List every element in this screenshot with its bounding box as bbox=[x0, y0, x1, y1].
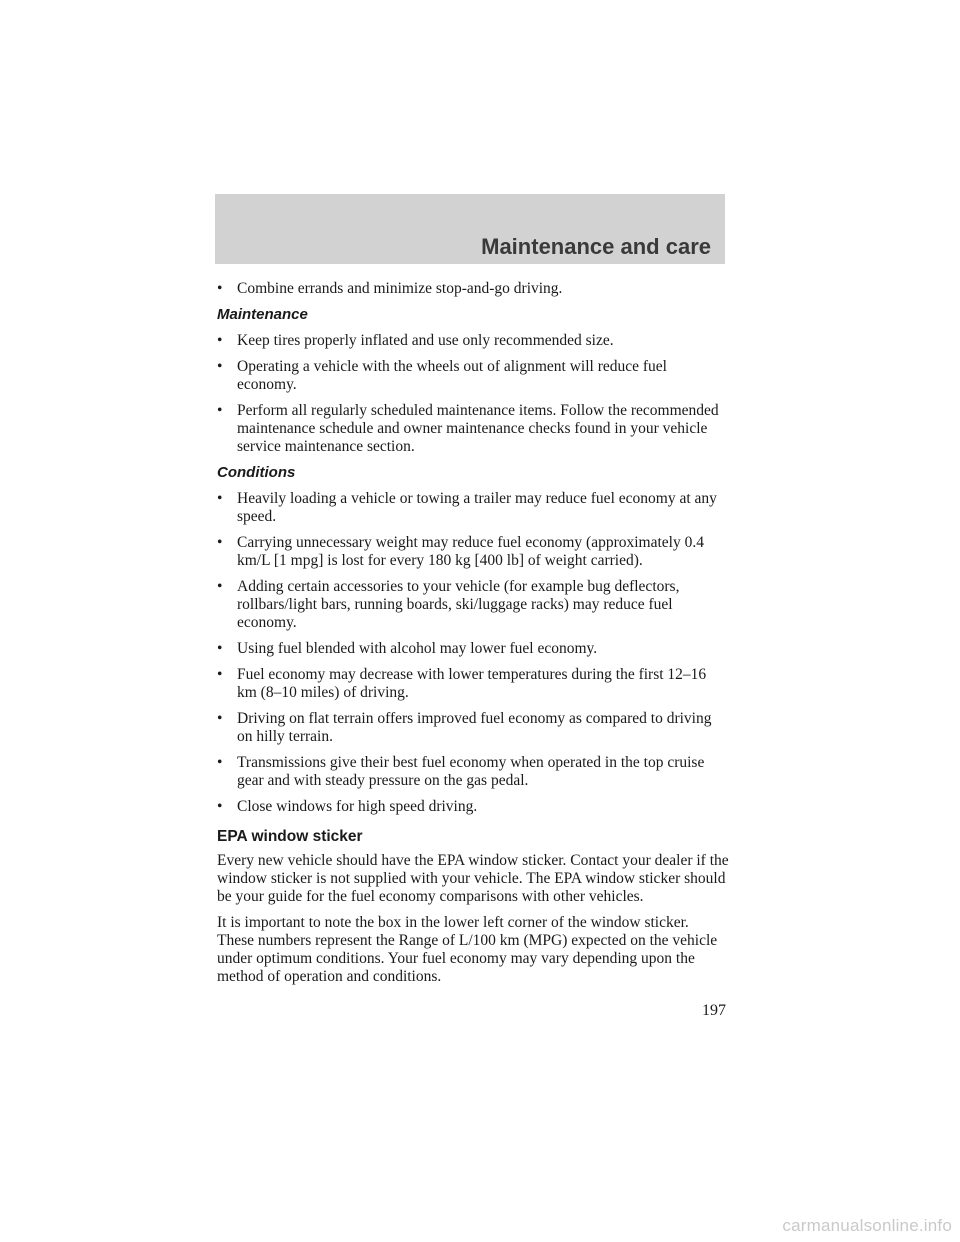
list-item bbox=[217, 490, 729, 526]
epa-window-sticker-heading: EPA window sticker bbox=[217, 828, 363, 845]
list-item bbox=[217, 798, 729, 816]
list-item-text: Carrying unnecessary weight may reduce fuel economy (approximately 0.4 km/L [1 mpg] is lost for every 180 kg [400 lb] of weight carried). bbox=[237, 534, 704, 569]
bullet-icon: • bbox=[217, 666, 223, 683]
list-item-text: Heavily loading a vehicle or towing a trailer may reduce fuel economy at any speed. bbox=[237, 490, 717, 525]
list-item-text: Combine errands and minimize stop-and-go driving. bbox=[237, 280, 563, 297]
section-title: Maintenance and care bbox=[481, 234, 711, 259]
bullet-icon: • bbox=[217, 534, 223, 551]
epa-paragraph: It is important to note the box in the lower left corner of the window sticker. These numbers represent the Range of L/100 km (MPG) expected on the vehicle under optimum conditions. Your fuel economy may vary depending upon the method of operation and conditions. bbox=[217, 914, 718, 985]
bullet-icon: • bbox=[217, 280, 223, 297]
bullet-icon: • bbox=[217, 798, 223, 815]
list-item-text: Using fuel blended with alcohol may lower fuel economy. bbox=[237, 640, 598, 657]
watermark: carmanualsonline.info bbox=[782, 1216, 952, 1235]
bullet-icon: • bbox=[217, 358, 223, 375]
bullet-icon: • bbox=[217, 640, 223, 657]
bullet-icon: • bbox=[217, 402, 223, 419]
list-item bbox=[217, 640, 729, 658]
list-item bbox=[217, 754, 729, 790]
list-item-text: Transmissions give their best fuel economy when operated in the top cruise gear and with steady pressure on the gas pedal. bbox=[237, 754, 705, 789]
list-item-text: Perform all regularly scheduled maintenance items. Follow the recommended maintenance schedule and owner maintenance checks found in your vehicle service maintenance section. bbox=[237, 402, 719, 455]
bullet-icon: • bbox=[217, 578, 223, 595]
list-item bbox=[217, 710, 729, 746]
list-item-text: Close windows for high speed driving. bbox=[237, 798, 478, 815]
bullet-icon: • bbox=[217, 332, 223, 349]
list-item bbox=[217, 666, 729, 702]
conditions-heading: Conditions bbox=[217, 464, 296, 481]
list-item-text: Keep tires properly inflated and use only recommended size. bbox=[237, 332, 614, 349]
list-item bbox=[217, 578, 729, 632]
list-item bbox=[217, 358, 729, 394]
list-item bbox=[217, 280, 729, 298]
list-item-text: Operating a vehicle with the wheels out of alignment will reduce fuel economy. bbox=[237, 358, 667, 393]
epa-paragraph: Every new vehicle should have the EPA window sticker. Contact your dealer if the window sticker is not supplied with your vehicle. The EPA window sticker should be your guide for the fuel economy comparisons with other vehicles. bbox=[217, 852, 729, 905]
section-header-band bbox=[215, 194, 725, 264]
list-item-text: Fuel economy may decrease with lower temperatures during the first 12–16 km (8–10 miles) of driving. bbox=[237, 666, 707, 701]
page-number: 197 bbox=[702, 1002, 726, 1019]
list-item bbox=[217, 402, 729, 456]
bullet-icon: • bbox=[217, 754, 223, 771]
list-item bbox=[217, 332, 729, 350]
page-content bbox=[217, 280, 729, 994]
list-item bbox=[217, 534, 729, 570]
bullet-icon: • bbox=[217, 490, 223, 507]
bullet-icon: • bbox=[217, 710, 223, 727]
list-item-text: Adding certain accessories to your vehicle (for example bug deflectors, rollbars/light bars, running boards, ski/luggage racks) may reduce fuel economy. bbox=[237, 578, 680, 631]
list-item-text: Driving on flat terrain offers improved fuel economy as compared to driving on hilly terrain. bbox=[237, 710, 712, 745]
maintenance-heading: Maintenance bbox=[217, 306, 308, 323]
